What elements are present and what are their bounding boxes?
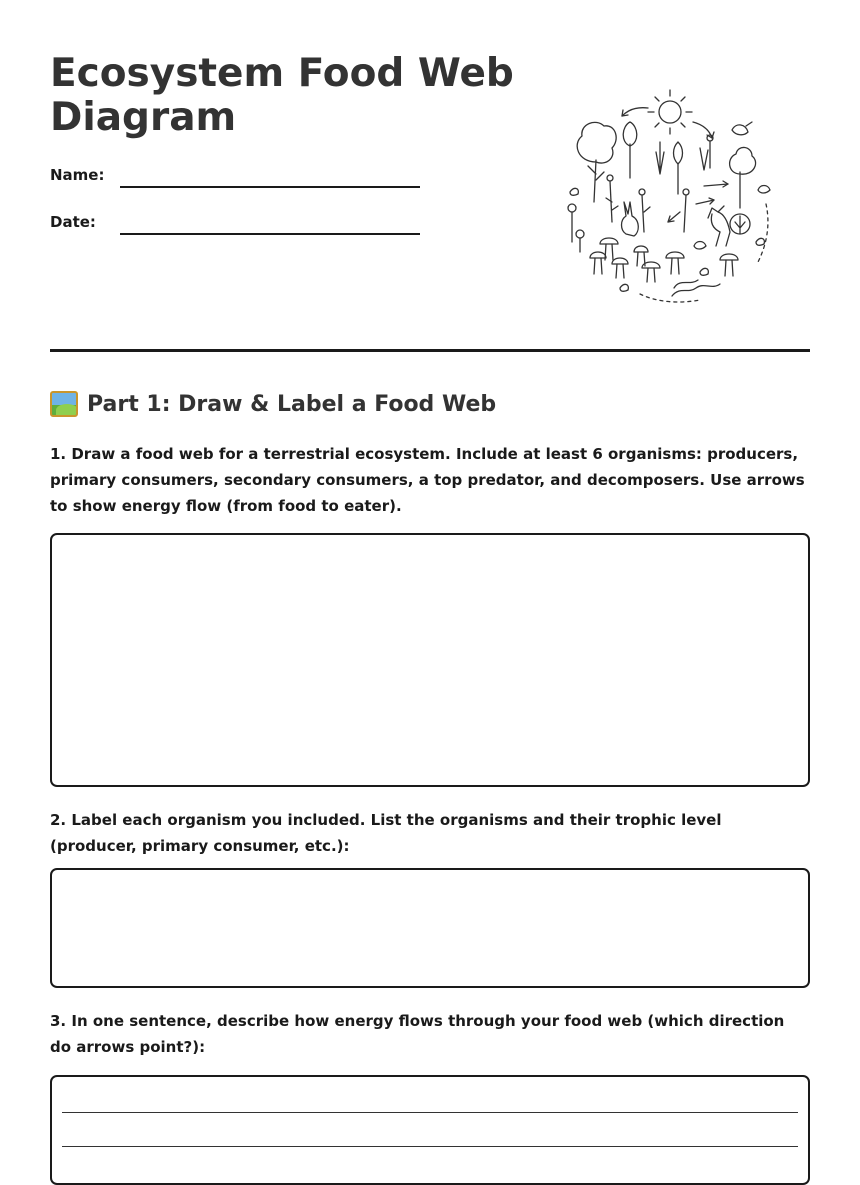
food-web-illustration-icon [560,82,780,306]
question-2-text: 2. Label each organism you included. List the organisms and their trophic level (producer, primary consumer, etc.): [50,811,722,855]
part1-heading [50,389,496,419]
answer-line [62,1146,798,1147]
name-label: Name: [50,166,105,184]
date-label: Date: [50,213,96,231]
answer-line [62,1112,798,1113]
header-divider [50,349,810,352]
organism-list-answer-box[interactable] [50,868,810,988]
worksheet-title: Ecosystem Food Web Diagram [50,51,514,140]
energy-flow-answer-box[interactable] [50,1075,810,1185]
food-web-drawing-area[interactable] [50,533,810,787]
date-field[interactable] [120,233,420,235]
question-1-text: 1. Draw a food web for a terrestrial ecosystem. Include at least 6 organisms: producers, primary consumers, secondary consumers, a top predator, and decomposers. Use arrows to show energy flow (from food to eater). [50,445,805,515]
name-field[interactable] [120,186,420,188]
part1-title: Part 1: Draw & Label a Food Web [87,391,497,417]
framed-picture-icon [50,391,78,417]
question-3-text: 3. In one sentence, describe how energy flows through your food web (which direction do arrows point?): [50,1012,785,1056]
